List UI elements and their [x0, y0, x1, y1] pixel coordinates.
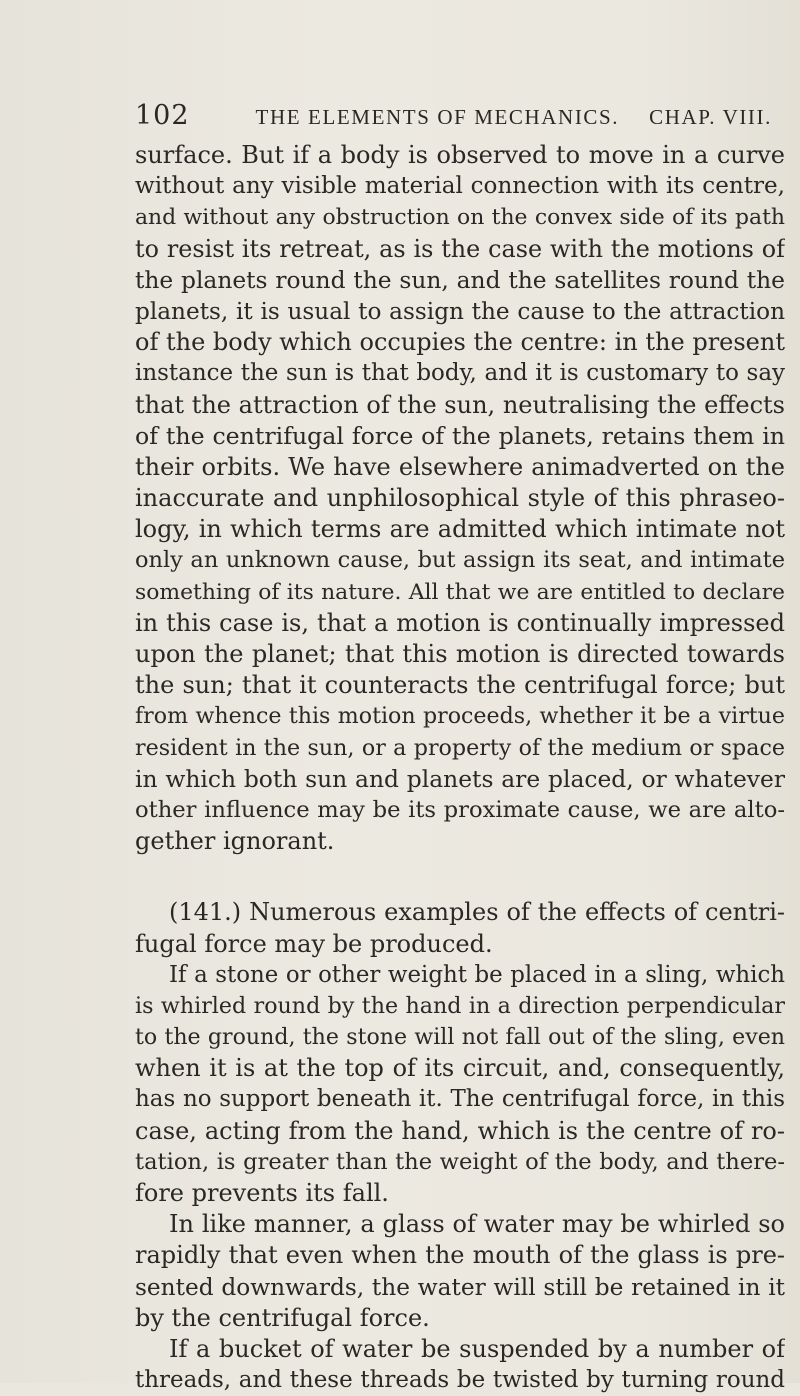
- text-line: If a bucket of water be suspended by a number of: [169, 1334, 785, 1363]
- text-line: in this case is, that a motion is continually impressed: [135, 608, 785, 637]
- text-line: instance the sun is that body, and it is customary to say: [135, 360, 785, 387]
- text-line: without any visible material connection with its centre,: [135, 173, 785, 200]
- text-line: tation, is greater than the weight of the body, and there-: [135, 1148, 785, 1175]
- text-line: of the body which occupies the centre: in the present: [135, 328, 785, 357]
- text-line: surface. But if a body is observed to move in a curve: [135, 141, 785, 169]
- paragraph-spacer: [135, 857, 785, 897]
- paragraph: [135, 960, 785, 1210]
- text-line: the sun; that it counteracts the centrifugal force; but: [135, 671, 785, 700]
- text-line: has no support beneath it. The centrifugal force, in this: [135, 1086, 785, 1113]
- paragraph: [135, 897, 785, 959]
- text-line: their orbits. We have elsewhere animadverted on the: [135, 452, 785, 481]
- paragraph: [135, 1209, 785, 1334]
- chapter-label: CHAP. VIII.: [649, 105, 772, 129]
- text-line: to resist its retreat, as is the case with the motions of: [135, 234, 785, 263]
- text-line: to the ground, the stone will not fall out of the sling, even: [135, 1025, 785, 1051]
- text-line: resident in the sun, or a property of the medium or space: [135, 734, 785, 761]
- text-line: something of its nature. All that we are entitled to declare: [135, 579, 785, 605]
- running-head: [135, 100, 785, 136]
- page-number: 102: [135, 100, 190, 131]
- text-line: in which both sun and planets are placed, or whatever: [135, 764, 785, 793]
- text-line: In like manner, a glass of water may be whirled so: [169, 1210, 785, 1239]
- text-line: from whence this motion proceeds, whether it be a virtue: [135, 703, 785, 730]
- text-line: logy, in which terms are admitted which intimate not: [135, 515, 785, 544]
- text-line: when it is at the top of its circuit, and, consequently,: [135, 1054, 785, 1083]
- text-line: If a stone or other weight be placed in a sling, which: [169, 961, 785, 988]
- text-line: and without any obstruction on the convex side of its path: [135, 205, 785, 231]
- book-title: THE ELEMENTS OF MECHANICS.: [255, 105, 620, 129]
- text-line: that the attraction of the sun, neutralising the effects: [135, 390, 785, 419]
- text-line: case, acting from the hand, which is the centre of ro-: [135, 1116, 785, 1145]
- text-line: fugal force may be produced.: [135, 929, 493, 958]
- text-line: other influence may be its proximate cause, we are alto-: [135, 796, 785, 823]
- paragraph: [135, 140, 785, 857]
- text-line: the planets round the sun, and the satellites round the: [135, 265, 785, 294]
- text-line: threads, and these threads be twisted by turning round: [135, 1367, 785, 1394]
- text-line: sented downwards, the water will still be retained in it: [135, 1273, 785, 1301]
- text-line: is whirled round by the hand in a direction perpendicular: [135, 992, 785, 1019]
- text-line: planets, it is usual to assign the cause to the attraction: [135, 297, 785, 325]
- section-heading-line: (141.) Numerous examples of the effects of centri-: [169, 898, 785, 927]
- text-line: gether ignorant.: [135, 827, 335, 856]
- text-line: rapidly that even when the mouth of the glass is pre-: [135, 1241, 785, 1270]
- text-line: by the centrifugal force.: [135, 1303, 430, 1332]
- text-line: fore prevents its fall.: [135, 1179, 389, 1207]
- body-text: [135, 140, 785, 1396]
- text-line: upon the planet; that this motion is directed towards: [135, 640, 785, 668]
- text-line: inaccurate and unphilosophical style of this phraseo-: [135, 484, 785, 513]
- text-line: of the centrifugal force of the planets, retains them in: [135, 421, 785, 450]
- paragraph: [135, 1334, 785, 1396]
- text-line: only an unknown cause, but assign its seat, and intimate: [135, 547, 785, 574]
